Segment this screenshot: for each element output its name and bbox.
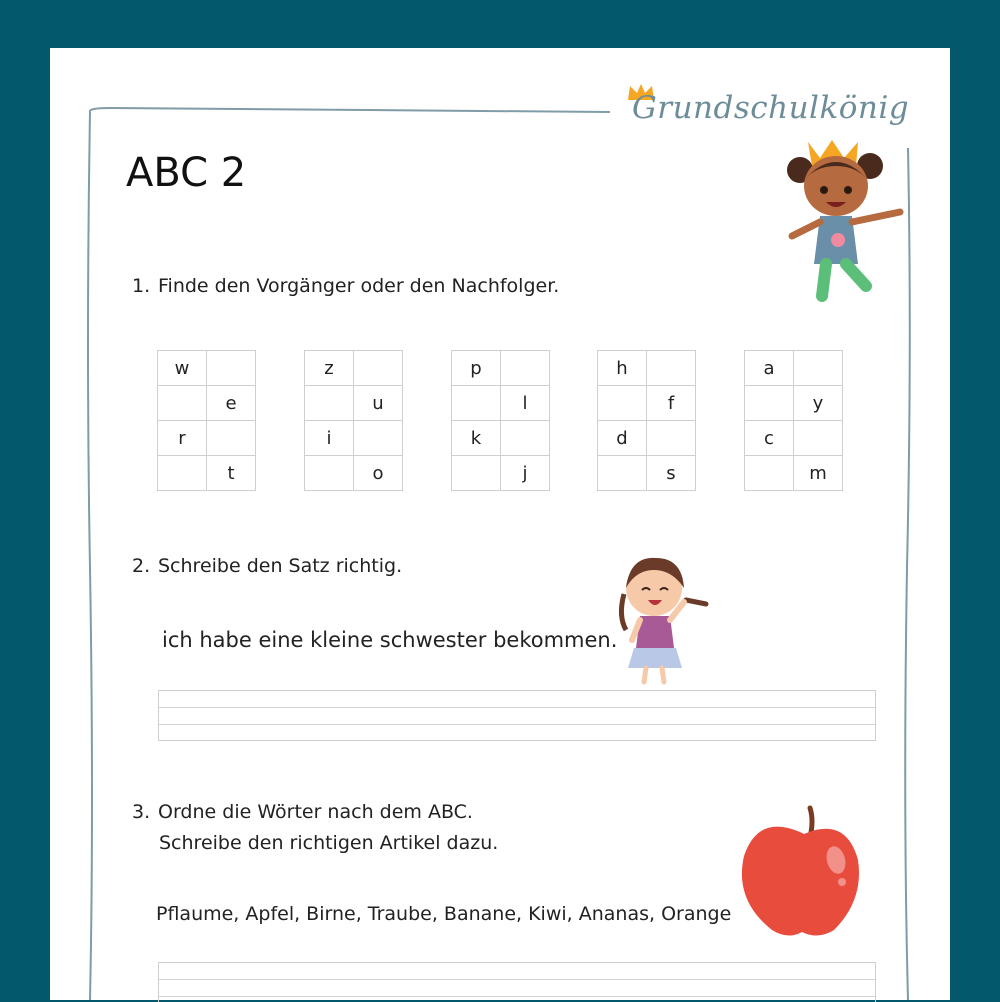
writing-line: [159, 979, 875, 980]
grid-cell[interactable]: i: [305, 421, 354, 456]
grid-cell[interactable]: w: [158, 351, 207, 386]
grid-cell[interactable]: [647, 421, 696, 456]
writing-lines[interactable]: [158, 962, 876, 1002]
grid-cell[interactable]: a: [745, 351, 794, 386]
grid-cell[interactable]: [452, 386, 501, 421]
grid-cell[interactable]: o: [354, 456, 403, 491]
task-text: Ordne die Wörter nach dem ABC.: [158, 801, 473, 823]
task-number: 2.: [132, 555, 151, 577]
worksheet: [50, 48, 950, 1000]
writing-line: [159, 996, 875, 997]
task-text: Schreibe den richtigen Artikel dazu.: [159, 832, 499, 854]
grid-cell[interactable]: z: [305, 351, 354, 386]
grid-cell[interactable]: j: [501, 456, 550, 491]
grid-cell[interactable]: [794, 421, 843, 456]
task-3-instruction: [132, 797, 498, 859]
apple-illustration: [738, 804, 864, 940]
grid-cell[interactable]: d: [598, 421, 647, 456]
writing-line: [159, 707, 875, 708]
grid-cell[interactable]: c: [745, 421, 794, 456]
grid-cell[interactable]: [745, 386, 794, 421]
grid-cell[interactable]: [598, 386, 647, 421]
grid-cell[interactable]: [501, 351, 550, 386]
grid-cell[interactable]: [354, 351, 403, 386]
task-text: Schreibe den Satz richtig.: [158, 555, 403, 577]
grid-cell[interactable]: u: [354, 386, 403, 421]
grid-cell[interactable]: [305, 456, 354, 491]
letter-grid: [304, 350, 403, 491]
grid-cell[interactable]: [158, 456, 207, 491]
grid-cell[interactable]: [207, 421, 256, 456]
grid-cell[interactable]: [501, 421, 550, 456]
page-title: ABC 2: [126, 150, 247, 196]
grid-cell[interactable]: m: [794, 456, 843, 491]
task-2-sentence: ich habe eine kleine schwester bekommen.: [162, 628, 618, 652]
grid-cell[interactable]: s: [647, 456, 696, 491]
grid-cell[interactable]: [158, 386, 207, 421]
letter-grid: [451, 350, 550, 491]
boy-illustration: [786, 136, 910, 306]
writing-lines[interactable]: [158, 690, 876, 741]
task-number: 3.: [132, 801, 151, 823]
grid-cell[interactable]: [452, 456, 501, 491]
grid-cell[interactable]: r: [158, 421, 207, 456]
grid-cell[interactable]: [794, 351, 843, 386]
grid-cell[interactable]: [354, 421, 403, 456]
girl-illustration: [610, 554, 710, 686]
grid-cell[interactable]: [647, 351, 696, 386]
grid-cell[interactable]: l: [501, 386, 550, 421]
grid-cell[interactable]: k: [452, 421, 501, 456]
grid-cell[interactable]: p: [452, 351, 501, 386]
task-text: Finde den Vorgänger oder den Nachfolger.: [158, 275, 560, 297]
grid-cell[interactable]: h: [598, 351, 647, 386]
task-1-instruction: [132, 271, 559, 302]
grid-cell[interactable]: [305, 386, 354, 421]
grid-cell[interactable]: [207, 351, 256, 386]
writing-line: [159, 724, 875, 725]
task-number: 1.: [132, 275, 151, 297]
letter-grid: [744, 350, 843, 491]
grid-cell[interactable]: e: [207, 386, 256, 421]
grid-cell[interactable]: [598, 456, 647, 491]
grid-cell[interactable]: y: [794, 386, 843, 421]
letter-grid: [597, 350, 696, 491]
brand-logo: Grundschulkönig: [632, 90, 910, 126]
letter-grid: [157, 350, 256, 491]
task-3-word-list: Pflaume, Apfel, Birne, Traube, Banane, Kiwi, Ananas, Orange: [156, 903, 732, 925]
grid-cell[interactable]: [745, 456, 794, 491]
grid-cell[interactable]: t: [207, 456, 256, 491]
task-2-instruction: [132, 551, 402, 582]
grid-cell[interactable]: f: [647, 386, 696, 421]
